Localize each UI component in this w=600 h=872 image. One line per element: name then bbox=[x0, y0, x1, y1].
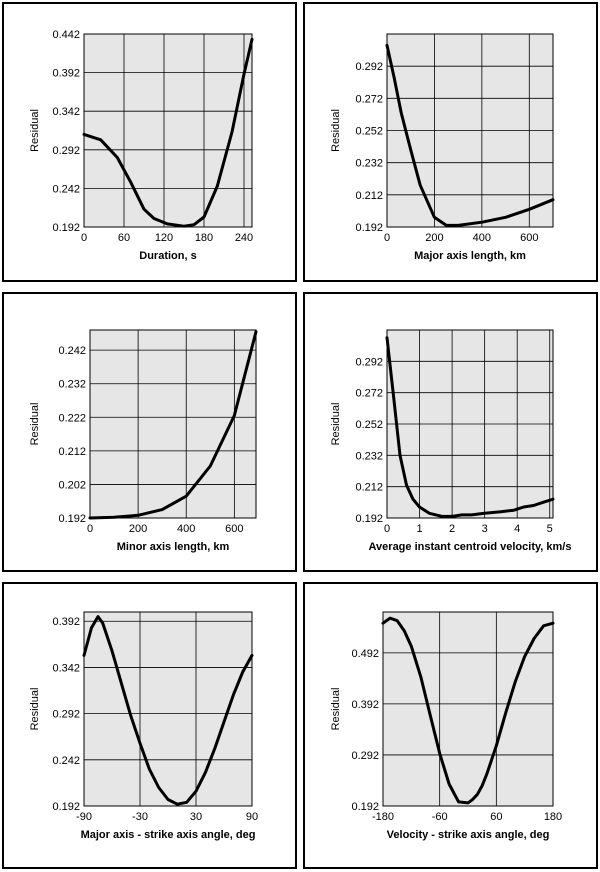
panel-minor-axis-length bbox=[2, 292, 297, 572]
y-tick-label: 0.192 bbox=[355, 222, 383, 234]
x-tick-label: 600 bbox=[225, 523, 244, 535]
x-tick-label: 200 bbox=[425, 232, 444, 244]
x-tick-label: 240 bbox=[234, 232, 254, 244]
x-tick-label: 600 bbox=[520, 232, 539, 244]
x-tick-label: 60 bbox=[117, 232, 131, 244]
y-tick-label: 0.392 bbox=[52, 67, 80, 80]
y-tick-label: 0.292 bbox=[355, 356, 383, 369]
y-tick-label: 0.232 bbox=[355, 450, 383, 463]
y-axis-label: Residual bbox=[330, 109, 342, 152]
x-tick-label: 200 bbox=[128, 523, 148, 535]
y-tick-label: 0.202 bbox=[58, 479, 86, 492]
x-axis-label: Velocity - strike axis angle, deg bbox=[386, 829, 550, 841]
y-tick-label: 0.252 bbox=[355, 419, 383, 431]
x-tick-label: 60 bbox=[490, 811, 503, 823]
y-tick-label: 0.192 bbox=[58, 513, 86, 525]
x-tick-label: 90 bbox=[245, 811, 259, 823]
x-axis-label: Minor axis length, km bbox=[116, 541, 230, 553]
x-tick-label: 2 bbox=[449, 523, 456, 535]
x-tick-label: 4 bbox=[514, 523, 521, 535]
y-tick-label: 0.392 bbox=[351, 698, 379, 711]
y-tick-label: 0.222 bbox=[58, 412, 86, 425]
chart-centroid-velocity bbox=[305, 294, 596, 570]
y-tick-label: 0.342 bbox=[52, 662, 80, 675]
y-tick-label: 0.192 bbox=[52, 801, 80, 813]
y-axis-label: Residual bbox=[330, 402, 342, 446]
x-tick-label: -30 bbox=[132, 811, 148, 823]
x-tick-label: 400 bbox=[177, 523, 196, 535]
x-tick-label: 5 bbox=[546, 523, 553, 535]
x-tick-label: 30 bbox=[189, 811, 203, 823]
x-tick-label: -90 bbox=[76, 811, 92, 823]
y-tick-label: 0.212 bbox=[355, 189, 383, 202]
x-tick-label: -180 bbox=[371, 811, 395, 823]
x-tick-label: -60 bbox=[431, 811, 448, 823]
x-tick-label: 3 bbox=[481, 523, 488, 535]
x-axis-label: Average instant centroid velocity, km/s bbox=[368, 541, 572, 553]
y-axis-label: Residual bbox=[29, 402, 41, 446]
y-axis-label: Residual bbox=[29, 109, 41, 152]
panel-duration bbox=[2, 2, 297, 282]
y-tick-label: 0.342 bbox=[52, 106, 80, 119]
y-tick-label: 0.232 bbox=[355, 157, 383, 170]
y-tick-label: 0.212 bbox=[355, 481, 383, 494]
x-axis-label: Major axis - strike axis angle, deg bbox=[80, 829, 256, 841]
y-tick-label: 0.292 bbox=[52, 708, 80, 721]
x-tick-label: 400 bbox=[472, 232, 492, 244]
x-axis-label: Duration, s bbox=[139, 250, 197, 262]
y-tick-label: 0.242 bbox=[58, 345, 86, 358]
y-tick-label: 0.292 bbox=[355, 61, 383, 74]
panel-velocity-strike-angle bbox=[303, 582, 598, 869]
y-axis-label: Residual bbox=[29, 687, 41, 731]
x-tick-label: 0 bbox=[383, 523, 391, 535]
x-tick-label: 0 bbox=[80, 232, 88, 244]
y-axis-label: Residual bbox=[330, 687, 342, 731]
x-tick-label: 120 bbox=[154, 232, 174, 244]
chart-duration bbox=[4, 4, 295, 280]
panel-centroid-velocity bbox=[303, 292, 598, 572]
y-tick-label: 0.272 bbox=[355, 387, 383, 400]
y-tick-label: 0.252 bbox=[355, 125, 383, 138]
plot-area bbox=[84, 34, 252, 227]
chart-minor-axis-length bbox=[4, 294, 295, 570]
y-tick-label: 0.292 bbox=[52, 144, 80, 157]
y-tick-label: 0.232 bbox=[58, 378, 86, 391]
y-tick-label: 0.292 bbox=[351, 749, 379, 762]
y-tick-label: 0.272 bbox=[355, 93, 383, 106]
y-tick-label: 0.192 bbox=[351, 801, 379, 813]
x-tick-label: 0 bbox=[383, 232, 391, 244]
x-tick-label: 0 bbox=[86, 523, 94, 535]
chart-major-strike-angle bbox=[4, 584, 295, 867]
y-tick-label: 0.192 bbox=[52, 222, 80, 234]
x-axis-label: Major axis length, km bbox=[414, 250, 526, 262]
x-tick-label: 180 bbox=[543, 811, 563, 823]
y-tick-label: 0.492 bbox=[351, 647, 379, 660]
panel-major-axis-length bbox=[303, 2, 598, 282]
chart-major-axis-length bbox=[305, 4, 596, 280]
y-tick-label: 0.392 bbox=[52, 616, 80, 629]
panel-major-strike-angle bbox=[2, 582, 297, 869]
y-tick-label: 0.192 bbox=[355, 513, 383, 525]
chart-velocity-strike-angle bbox=[305, 584, 596, 867]
y-tick-label: 0.442 bbox=[52, 29, 80, 41]
x-tick-label: 1 bbox=[416, 523, 423, 535]
y-tick-label: 0.212 bbox=[58, 445, 86, 458]
y-tick-label: 0.242 bbox=[52, 183, 80, 196]
x-tick-label: 180 bbox=[194, 232, 214, 244]
y-tick-label: 0.242 bbox=[52, 754, 80, 767]
